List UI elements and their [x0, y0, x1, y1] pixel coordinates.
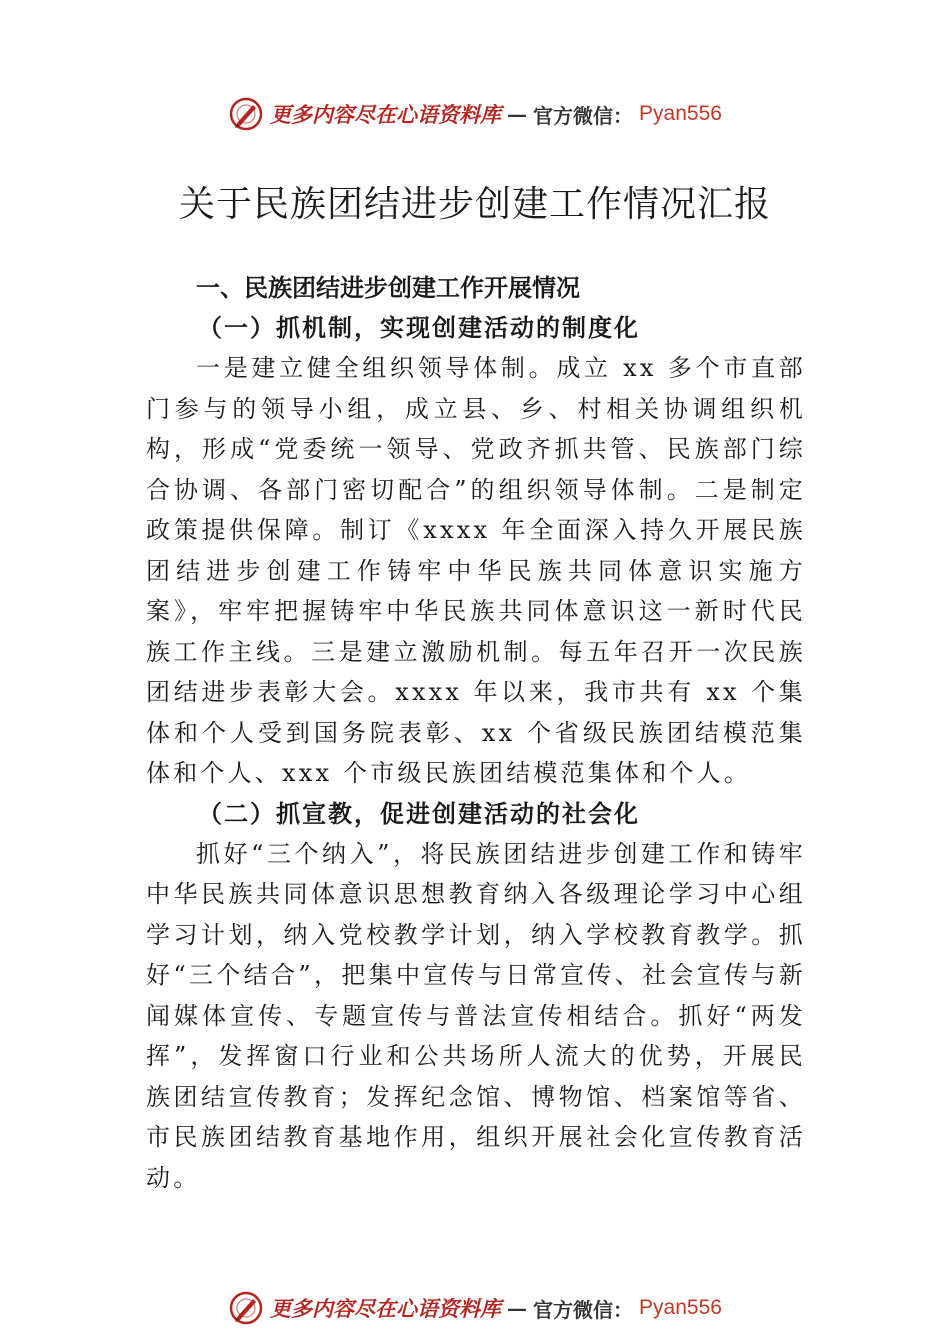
subsection-heading-2: （二）抓宣教，促进创建活动的社会化: [198, 798, 640, 828]
banner-library-text: 更多内容尽在心语资料库: [270, 102, 502, 127]
document-body: [146, 268, 806, 1198]
banner-dash: —: [507, 102, 528, 126]
banner-dash: —: [507, 1296, 528, 1320]
banner-library-text: 更多内容尽在心语资料库: [270, 1296, 502, 1321]
banner-wechat-id: Pyan556: [639, 1296, 722, 1319]
document-title: 关于民族团结进步创建工作情况汇报: [178, 184, 771, 225]
banner-wechat-label: 官方微信：: [533, 103, 634, 128]
pen-logo-icon: [228, 1290, 264, 1326]
pen-logo-icon: [228, 96, 264, 132]
banner-wechat-id: Pyan556: [639, 102, 722, 125]
header-banner: [0, 94, 950, 134]
paragraph-1: 一是建立健全组织领导体制。成立 xx 多个市直部门参与的领导小组，成立县、乡、村相关协调组织机构，形成“党委统一领导、党政齐抓共管、民族部门综合协调、各部门密切配合”的组织领导体制。二是制定政策提供保障。制订《xxxx 年全面深入持久开展民族团结进步创建工作铸牢中华民族共同体意识实施方案》，牢牢把握铸牢中华民族共同体意识这一新时代民族工作主线。三是建立激励机制。每五年召开一次民族团结进步表彰大会。xxxx 年以来，我市共有 xx 个集体和个人受到国务院表彰、xx 个省级民族团结模范集体和个人、xxx 个市级民族团结模范集体和个人。: [146, 354, 806, 787]
subsection-heading-1: （一）抓机制，实现创建活动的制度化: [198, 313, 640, 342]
footer-banner: [0, 1288, 950, 1328]
banner-wechat-label: 官方微信：: [533, 1297, 634, 1322]
section-heading: 一、民族团结进步创建工作开展情况: [196, 274, 580, 302]
paragraph-2: 抓好“三个纳入”，将民族团结进步创建工作和铸牢中华民族共同体意识思想教育纳入各级理论学习中心组学习计划，纳入党校教学计划，纳入学校教育教学。抓好“三个结合”，把集中宣传与日常宣传、社会宣传与新闻媒体宣传、专题宣传与普法宣传相结合。抓好“两发挥”，发挥窗口行业和公共场所人流大的优势，开展民族团结宣传教育；发挥纪念馆、博物馆、档案馆等省、市民族团结教育基地作用，组织开展社会化宣传教育活动。: [146, 839, 806, 1192]
